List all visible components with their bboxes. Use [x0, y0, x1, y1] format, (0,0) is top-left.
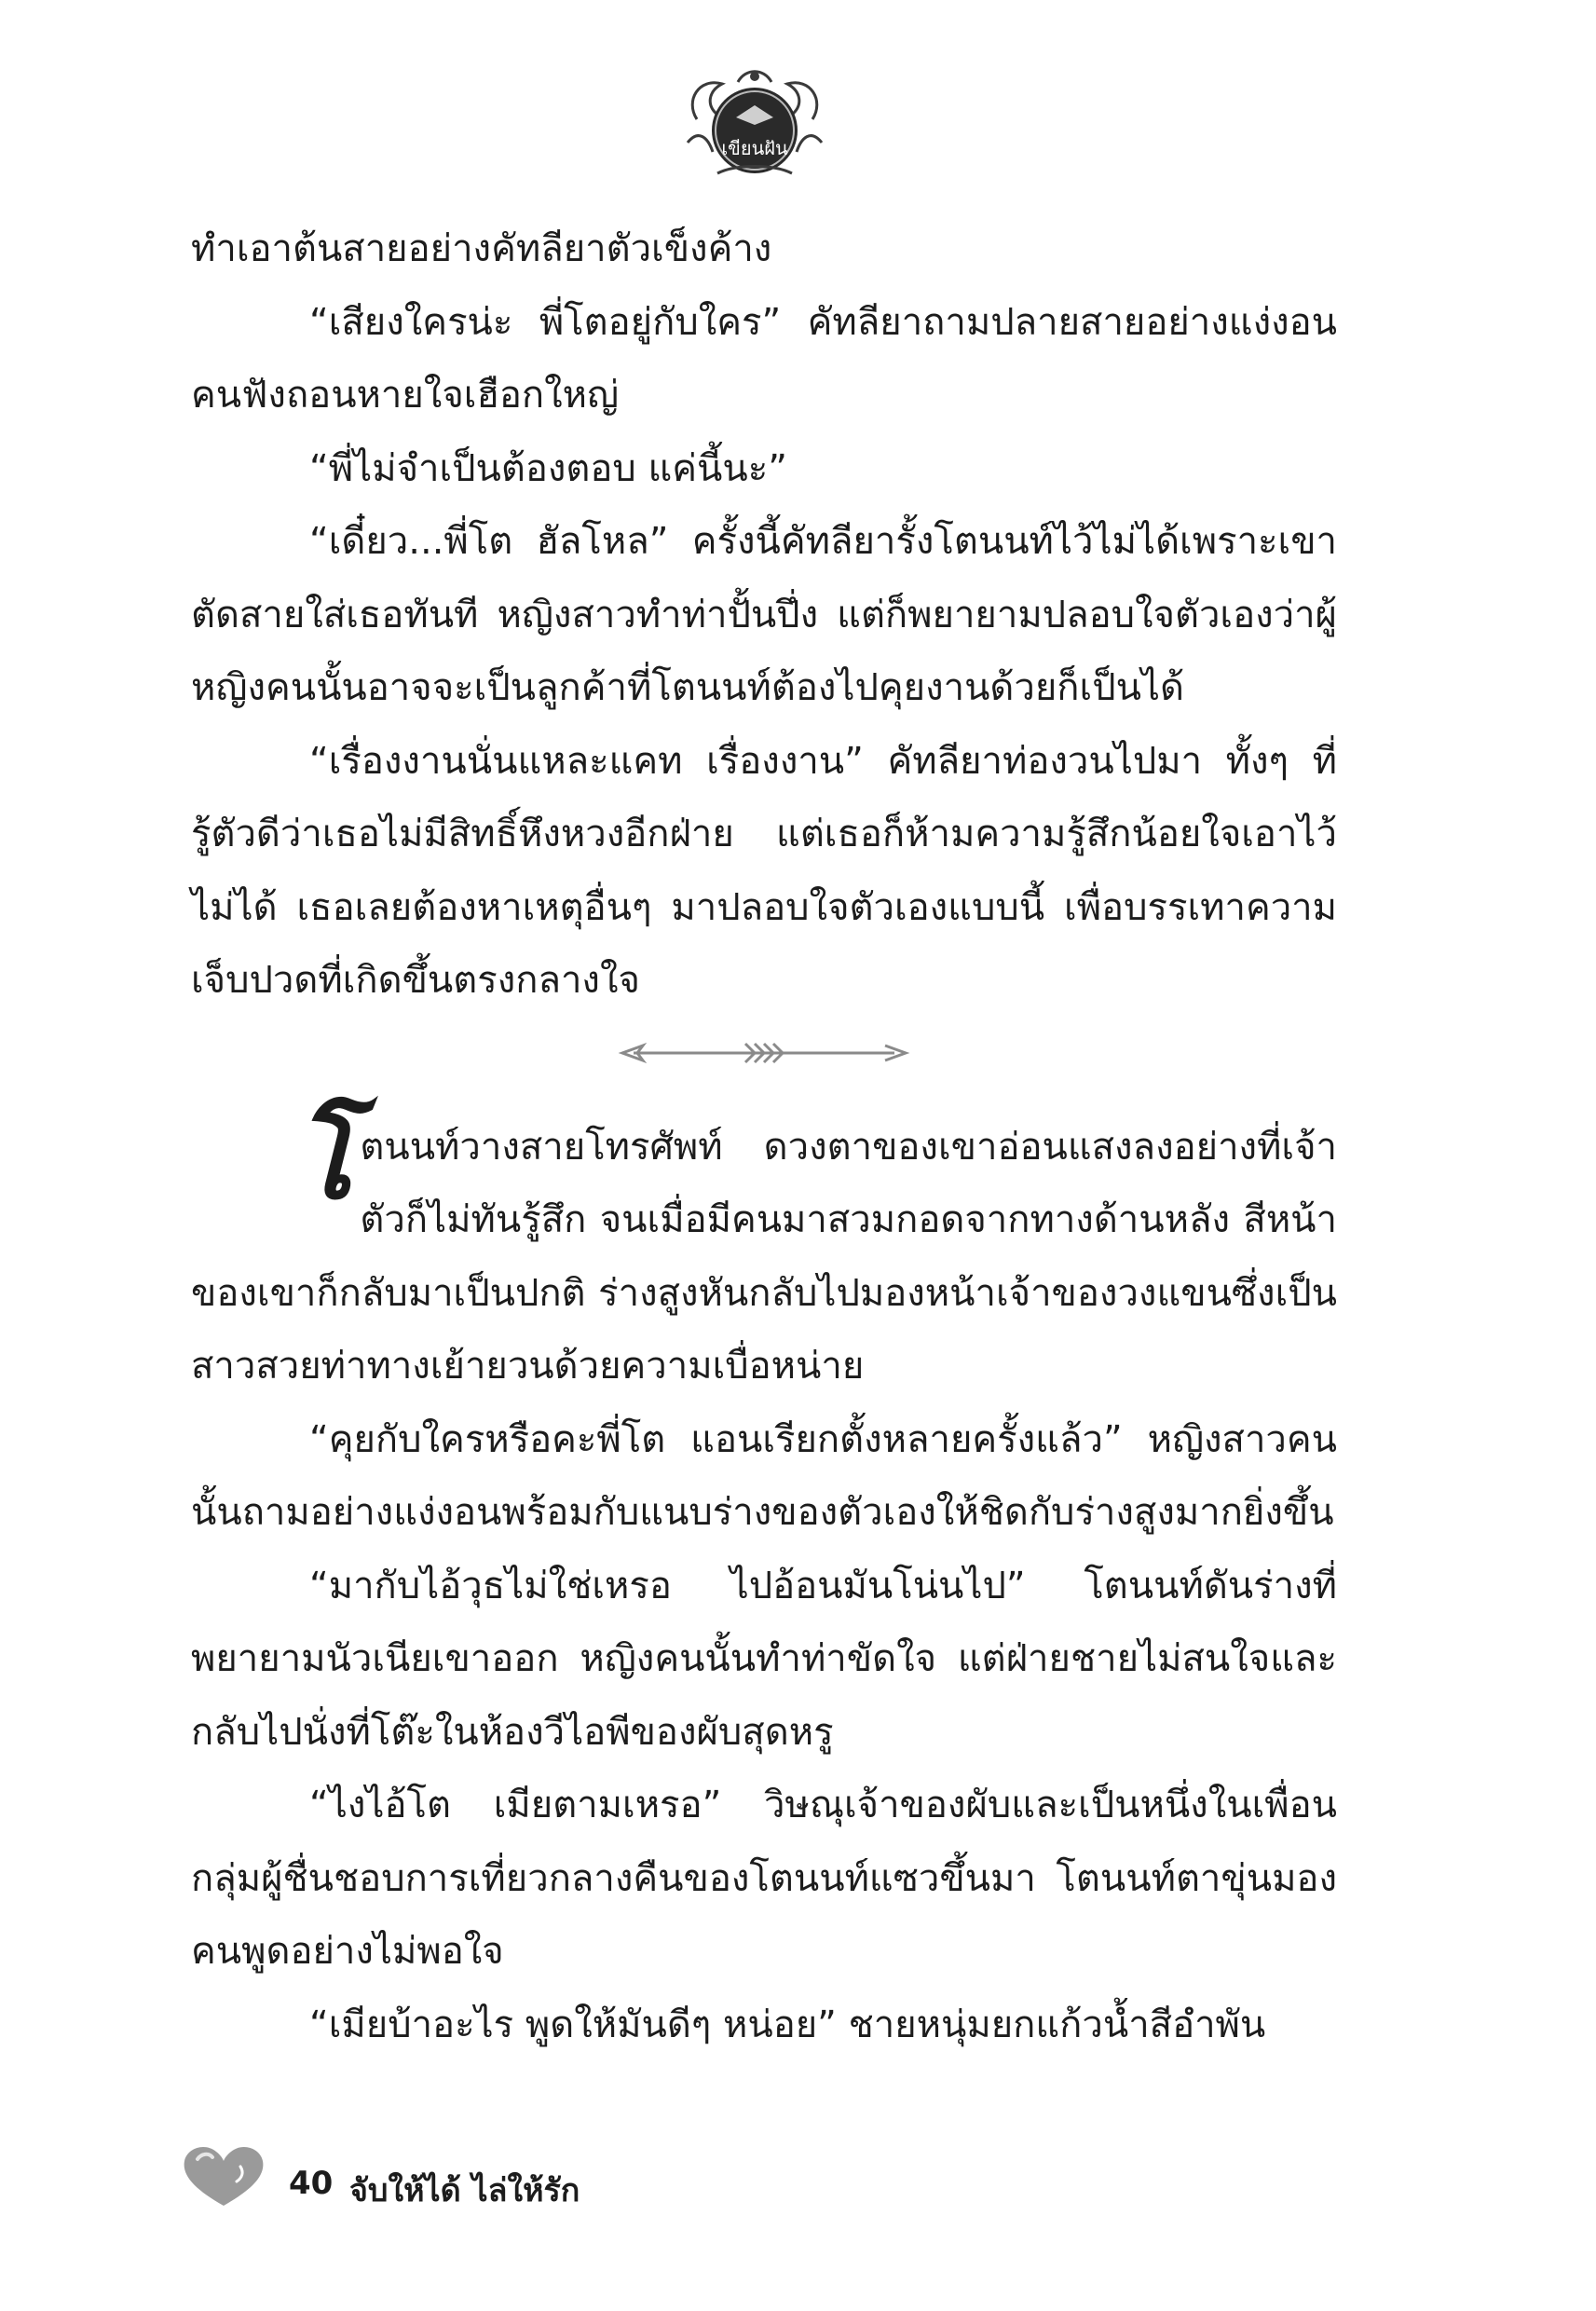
arrow-divider-icon: [615, 1034, 913, 1072]
ornamental-emblem-icon: [680, 63, 829, 185]
paragraph: “เรื่องงานนั่นแหละแคท เรื่องงาน” คัทลียาท่องวนไปมา ทั้งๆ ที่รู้ตัวดีว่าเธอไม่มีสิทธิ์หึงหวงอีกฝ่าย แต่เธอก็ห้ามความรู้สึกน้อยใจเอาไว้ไม่ได้ เธอเลยต้องหาเหตุอื่นๆ มาปลอบใจตัวเองแบบนี้ เพื่อบรรเทาความเจ็บปวดที่เกิดขึ้นตรงกลางใจ: [191, 739, 1337, 1002]
page-number: 40: [289, 2165, 334, 2202]
section-divider: [191, 1018, 1337, 1111]
paragraph: “ไงไอ้โต เมียตามเหรอ” วิษณุเจ้าของผับและเป็นหนึ่งในเพื่อนกลุ่มผู้ชื่นชอบการเที่ยวกลางคืนของโตนนท์แซวขึ้นมา โตนนท์ตาขุ่นมองคนพูดอย่างไม่พอใจ: [191, 1784, 1337, 1973]
emblem-text: เขียนฝัน: [721, 137, 788, 159]
paragraph: “เดี๋ยว...พี่โต ฮัลโหล” ครั้งนี้คัทลียารั้งโตนนท์ไว้ไม่ได้เพราะเขาตัดสายใส่เธอทันที หญิงสาวทำท่าปั้นปึ่ง แต่ก็พยายามปลอบใจตัวเองว่าผู้หญิงคนนั้นอาจจะเป็นลูกค้าที่โตนนท์ต้องไปคุยงานด้วยก็เป็นได้: [191, 520, 1337, 709]
drop-cap: โ: [293, 1093, 353, 1224]
heart-icon: [177, 2139, 270, 2213]
page-footer: [177, 2139, 829, 2213]
paragraph-text: ตนนท์วางสายโทรศัพท์ ดวงตาของเขาอ่อนแสงลงอย่างที่เจ้าตัวก็ไม่ทันรู้สึก จนเมื่อมีคนมาสวมกอดจากทางด้านหลัง สีหน้าของเขาก็กลับมาเป็นปกติ ร่างสูงหันกลับไปมองหน้าเจ้าของวงแขนซึ่งเป็นสาวสวยท่าทางเย้ายวนด้วยความเบื่อหน่าย: [191, 1125, 1337, 1388]
paragraph: “พี่ไม่จำเป็นต้องตอบ แค่นี้นะ”: [309, 446, 787, 490]
body-text: [191, 212, 1337, 2061]
dropcap-paragraph: [191, 1093, 1337, 1403]
paragraph: “มากับไอ้วุธไม่ใช่เหรอ ไปอ้อนมันโน่นไป” โตนนท์ดันร่างที่พยายามนัวเนียเขาออก หญิงคนนั้นทำท่าขัดใจ แต่ฝ่ายชายไม่สนใจและกลับไปนั่งที่โต๊ะในห้องวีไอพีของผับสุดหรู: [191, 1564, 1337, 1754]
paragraph: “เมียบ้าอะไร พูดให้มันดีๆ หน่อย” ชายหนุ่มยกแก้วน้ำสีอำพัน: [309, 2003, 1266, 2046]
paragraph: “เสียงใครน่ะ พี่โตอยู่กับใคร” คัทลียาถามปลายสายอย่างแง่งอน คนฟังถอนหายใจเฮือกใหญ่: [191, 300, 1337, 417]
paragraph: “คุยกับใครหรือคะพี่โต แอนเรียกตั้งหลายครั้งแล้ว” หญิงสาวคนนั้นถามอย่างแง่งอนพร้อมกับแนบร่างของตัวเองให้ชิดกับร่างสูงมากยิ่งขึ้น: [191, 1417, 1337, 1534]
book-title: จับให้ได้ ไล่ให้รัก: [349, 2172, 580, 2209]
paragraph: ทำเอาต้นสายอย่างคัทลียาตัวเข็งค้าง: [191, 227, 772, 270]
